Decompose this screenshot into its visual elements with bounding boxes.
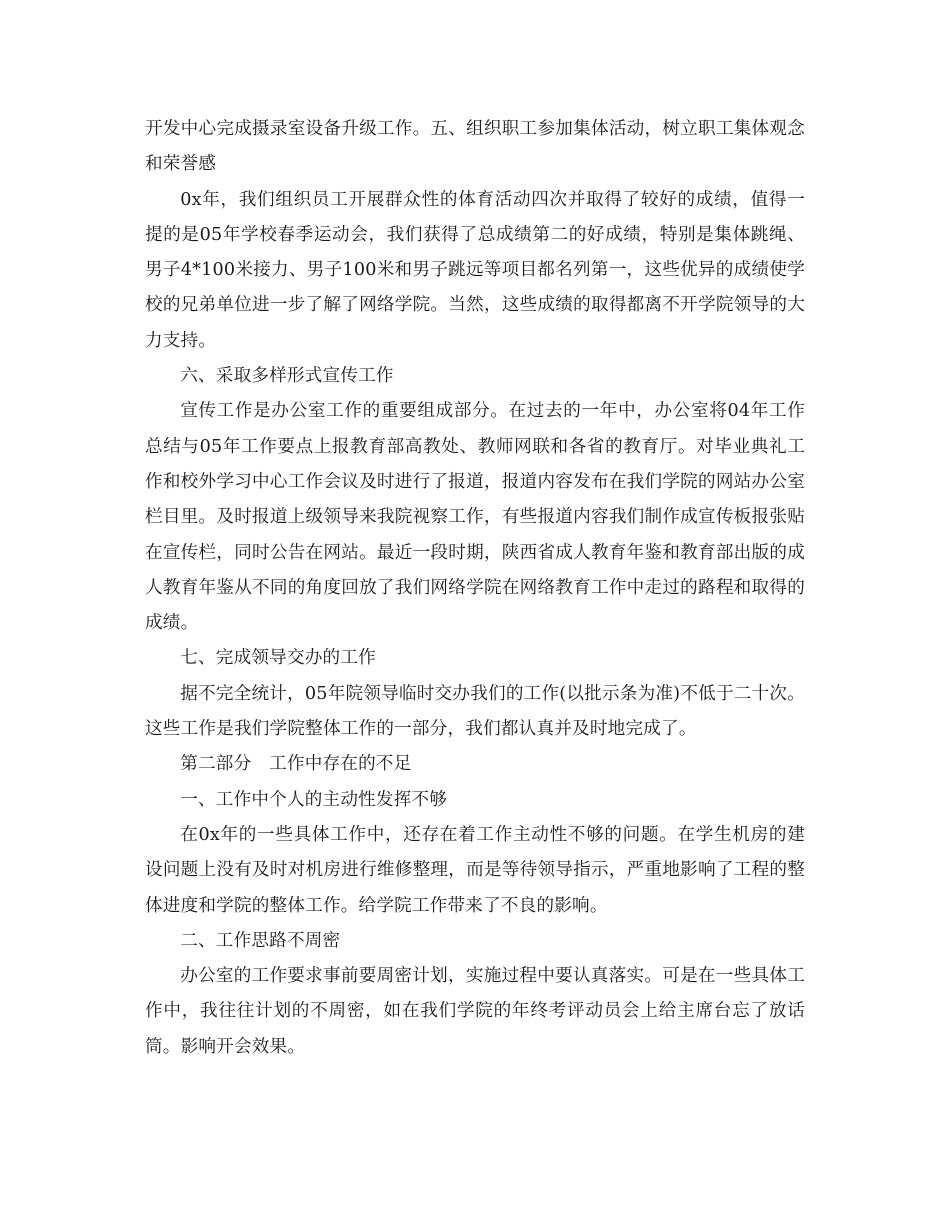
part-heading-2: 第二部分 工作中存在的不足 — [180, 754, 412, 775]
paragraph-4: 宣传工作是办公室工作的重要组成部分。在过去的一年中，办公室将04年工作总结与05年工作要点上报教育部高教处、教师网联和各省的教育厅。对毕业典礼工作和校外学习中心工作会议及时进行了报道，报道内容发布在我们学院的网站办公室栏目里。及时报道上级领导来我院视察工作，有些报道内容我们制作成宣传板报张贴在宣传栏，同时公告在网站。最近一段时期，陕西省成人教育年鉴和教育部出版的成人教育年鉴从不同的角度回放了我们网络学院在网络教育工作中走过的路程和取得的成绩。 — [145, 401, 805, 634]
paragraph-9: 在0x年的一些具体工作中，还存在着工作主动性不够的问题。在学生机房的建设问题上没有及时对机房进行维修整理，而是等待领导指示，严重地影响了工程的整体进度和学院的整体工作。给学院工作带来了不良的影响。 — [145, 824, 805, 916]
subsection-heading-2: 二、工作思路不周密 — [180, 930, 341, 951]
section-heading-6: 六、采取多样形式宣传工作 — [180, 366, 394, 387]
section-heading-7: 七、完成领导交办的工作 — [180, 648, 376, 669]
paragraph-2: 0x年，我们组织员工开展群众性的体育活动四次并取得了较好的成绩，值得一提的是05年学校春季运动会，我们获得了总成绩第二的好成绩，特别是集体跳绳、男子4*100米接力、男子100米和男子跳远等项目都名列第一，这些优异的成绩使学校的兄弟单位进一步了解了网络学院。当然，这些成绩的取得都离不开学院领导的大力支持。 — [145, 189, 805, 351]
subsection-heading-1: 一、工作中个人的主动性发挥不够 — [180, 789, 448, 810]
paragraph-1: 开发中心完成摄录室设备升级工作。五、组织职工参加集体活动，树立职工集体观念和荣誉感 — [145, 119, 805, 175]
paragraph-11: 办公室的工作要求事前要周密计划，实施过程中要认真落实。可是在一些具体工作中，我往往计划的不周密，如在我们学院的年终考评动员会上给主席台忘了放话筒。影响开会效果。 — [145, 966, 805, 1057]
paragraph-6: 据不完全统计，05年院领导临时交办我们的工作(以批示条为准)不低于二十次。这些工作是我们学院整体工作的一部分，我们都认真并及时地完成了。 — [145, 683, 805, 740]
document-body — [145, 112, 805, 1065]
